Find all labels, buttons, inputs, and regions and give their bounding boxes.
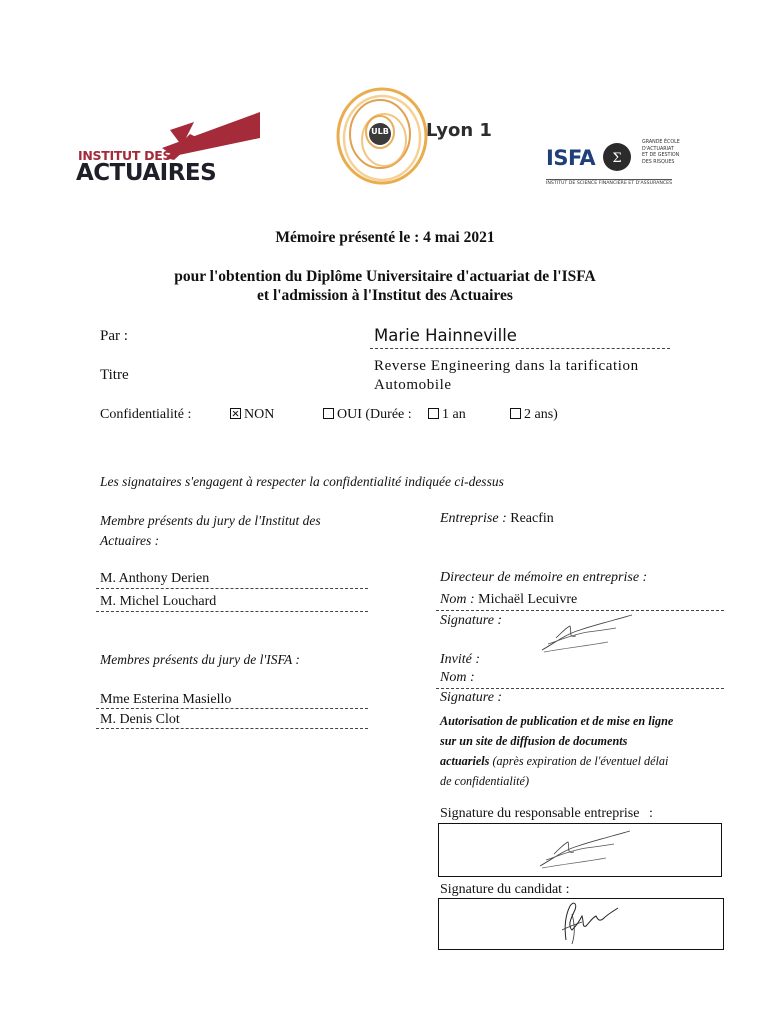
directeur-heading: Directeur de mémoire en entreprise :: [440, 570, 648, 585]
option-non[interactable]: [230, 407, 274, 423]
sig-responsable-label: Signature du responsable entreprise: [440, 806, 640, 821]
lyon1-text: Lyon 1: [426, 120, 492, 141]
jury-ia-heading-line1: Membre présents du jury de l'Institut des: [100, 513, 321, 528]
responsable-signature-icon: [534, 828, 634, 872]
entreprise-label: Entreprise :: [440, 511, 507, 526]
invite-label: Invité :: [440, 652, 481, 667]
autorisation-block: [440, 711, 730, 791]
author-name: Marie Hainneville: [374, 326, 517, 345]
autorisation-line2: sur un site de diffusion de documents: [440, 734, 628, 748]
titre-label: Titre: [100, 367, 129, 383]
jury-isfa-member-1: [96, 690, 368, 709]
checkbox-2ans[interactable]: [510, 408, 521, 419]
titre-value-line2: Automobile: [374, 377, 452, 393]
jury-isfa-member-2: [96, 710, 368, 729]
admission-title: et l'admission à l'Institut des Actuaires: [257, 287, 513, 304]
option-non-label: NON: [244, 407, 275, 422]
invite-nom-line: [436, 670, 724, 689]
diplome-title: pour l'obtention du Diplôme Universitaire d'actuariat de l'ISFA: [174, 268, 596, 285]
svg-text:Σ: Σ: [612, 151, 622, 166]
autorisation-line1: Autorisation de publication et de mise en ligne: [440, 714, 674, 728]
isfa-logo: [546, 136, 696, 190]
checkbox-non[interactable]: [230, 408, 241, 419]
titre-value-line1: Reverse Engineering dans la tarification: [374, 358, 639, 374]
jury-ia-member-1: [96, 569, 368, 589]
checkbox-1an[interactable]: [428, 408, 439, 419]
autorisation-expiration: (après expiration de l'éventuel délai: [492, 754, 669, 768]
confidentiality-notice: Les signataires s'engagent à respecter la confidentialité indiquée ci-dessus: [100, 474, 504, 489]
option-oui[interactable]: [323, 407, 412, 423]
jury-isfa-member-2-name: M. Denis Clot: [100, 712, 180, 727]
option-1an-label: 1 an: [442, 407, 466, 422]
titre-value: [374, 357, 639, 395]
directeur-nom-value: Michaël Lecuivre: [478, 592, 578, 607]
entreprise-value: Reacfin: [510, 511, 554, 526]
candidat-signature-icon: [556, 896, 626, 948]
logo-institut-line1: INSTITUT DES: [78, 148, 172, 163]
directeur-signature-icon: [536, 612, 636, 656]
isfa-tag-line-4: DES RISQUES: [642, 159, 675, 165]
autorisation-line3: [440, 751, 730, 771]
institut-des-actuaires-logo: [74, 108, 264, 190]
invite-signature-label: Signature :: [440, 690, 503, 705]
jury-ia-heading-line2: Actuaires :: [100, 533, 160, 548]
jury-isfa-heading: Membres présents du jury de l'ISFA :: [100, 652, 300, 667]
isfa-tagline: [642, 140, 680, 166]
isfa-tag-line-3: ET DE GESTION: [642, 153, 680, 158]
option-1an[interactable]: [428, 407, 466, 423]
entreprise-line: [440, 511, 554, 527]
directeur-nom-label: Nom :: [440, 592, 475, 607]
jury-ia-member-2-name: M. Michel Louchard: [100, 594, 217, 609]
option-2ans-label: 2 ans): [524, 407, 558, 422]
confidentialite-label: Confidentialité :: [100, 407, 192, 422]
directeur-signature-label: Signature :: [440, 613, 503, 628]
par-label: Par :: [100, 328, 128, 344]
isfa-subtitle: INSTITUT DE SCIENCE FINANCIÈRE ET D'ASSURANCES: [546, 181, 673, 186]
par-underline: [370, 348, 670, 349]
sig-candidat-label: Signature du candidat :: [440, 882, 570, 897]
lyon1-monogram: ULB: [371, 127, 389, 136]
option-2ans[interactable]: [510, 407, 558, 423]
autorisation-line4: de confidentialité): [440, 774, 530, 788]
jury-isfa-member-1-name: Mme Esterina Masiello: [100, 692, 232, 707]
isfa-name: ISFA: [546, 146, 596, 170]
jury-ia-heading: [100, 511, 321, 551]
isfa-emblem-icon: [602, 142, 632, 172]
checkbox-oui[interactable]: [323, 408, 334, 419]
memoire-date-title: Mémoire présenté le : 4 mai 2021: [275, 229, 495, 246]
jury-ia-member-1-name: M. Anthony Derien: [100, 571, 210, 586]
isfa-tag-line-2: D'ACTUARIAT: [642, 146, 674, 152]
autorisation-actuariels: actuariels: [440, 754, 490, 768]
sig-responsable-colon: :: [648, 806, 653, 821]
jury-ia-member-2: [96, 592, 368, 612]
invite-nom-label: Nom :: [440, 670, 475, 685]
option-oui-label: OUI (Durée :: [337, 407, 412, 422]
logo-actuaires-line2: ACTUAIRES: [76, 160, 217, 186]
sig-responsable-heading: [440, 806, 653, 822]
lyon1-logo: [330, 78, 510, 198]
directeur-nom-line: [436, 592, 724, 611]
isfa-tag-line-1: GRANDE ÉCOLE: [642, 140, 680, 145]
